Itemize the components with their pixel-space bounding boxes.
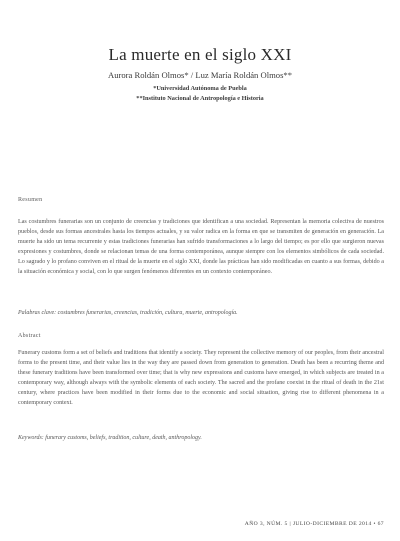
article-authors: Aurora Roldán Olmos* / Luz María Roldán Olmos** [107,70,293,80]
page-footer: AÑO 3, NÚM. 5 | JULIO-DICIEMBRE DE 2014 • 67 [244,521,384,527]
author-affiliation-2: **Instituto Nacional de Antropología e Historia [136,95,264,102]
abstract-paragraph: Funerary customs form a set of beliefs and traditions that identify a society. They represent the collective memory of our peoples, from their ancestral forms to the present time, and their value lies in the way they are passed down from generation to generation. Death has been a recurring theme and these funerary traditions have been transformed over time; that is why new expressions and customs have emerged, in which subjects are treated in a contemporary way, although always with the symbolic elements of each society. The sacred and the profane coexist in the ritual of death in the 21st century, where practices have been modified in their forms due to the economic and social situation, giving rise to different phenomena in a contemporary context. [18,350,384,406]
article-title: La muerte en el siglo XXI [108,45,292,64]
resumen-keywords: Palabras clave: costumbres funerarias, creencias, tradición, cultura, muerte, antropología. [18,310,238,316]
author-affiliation-1: *Universidad Autónoma de Puebla [153,85,247,92]
resumen-heading: Resumen [18,197,43,203]
abstract-keywords: Keywords: funerary customs, beliefs, tradition, culture, death, anthropology. [18,435,202,441]
resumen-paragraph: Las costumbres funerarias son un conjunto de creencias y tradiciones que identifican a una sociedad. Representan la memoria colectiva de nuestros pueblos, desde sus formas ancestrales hasta los tiempos actuales, y su valor radica en la forma en que se transmiten de generación en generación. La muerte ha sido un tema recurrente y estas tradiciones funerarias han sufrido transformaciones a lo largo del tiempo; es por ello que surgieron nuevas expresiones y costumbres, donde se relacionan temas de una forma contemporánea, aunque siempre con los elementos simbólicos de cada sociedad. Lo sagrado y lo profano conviven en el ritual de la muerte en el siglo XXI, donde las prácticas han sido modificadas en cuanto a sus formas, debido a la situación económica y social, con lo que surgen fenómenos diferentes en un contexto contemporáneo. [18,219,384,275]
abstract-heading: Abstract [18,333,41,339]
